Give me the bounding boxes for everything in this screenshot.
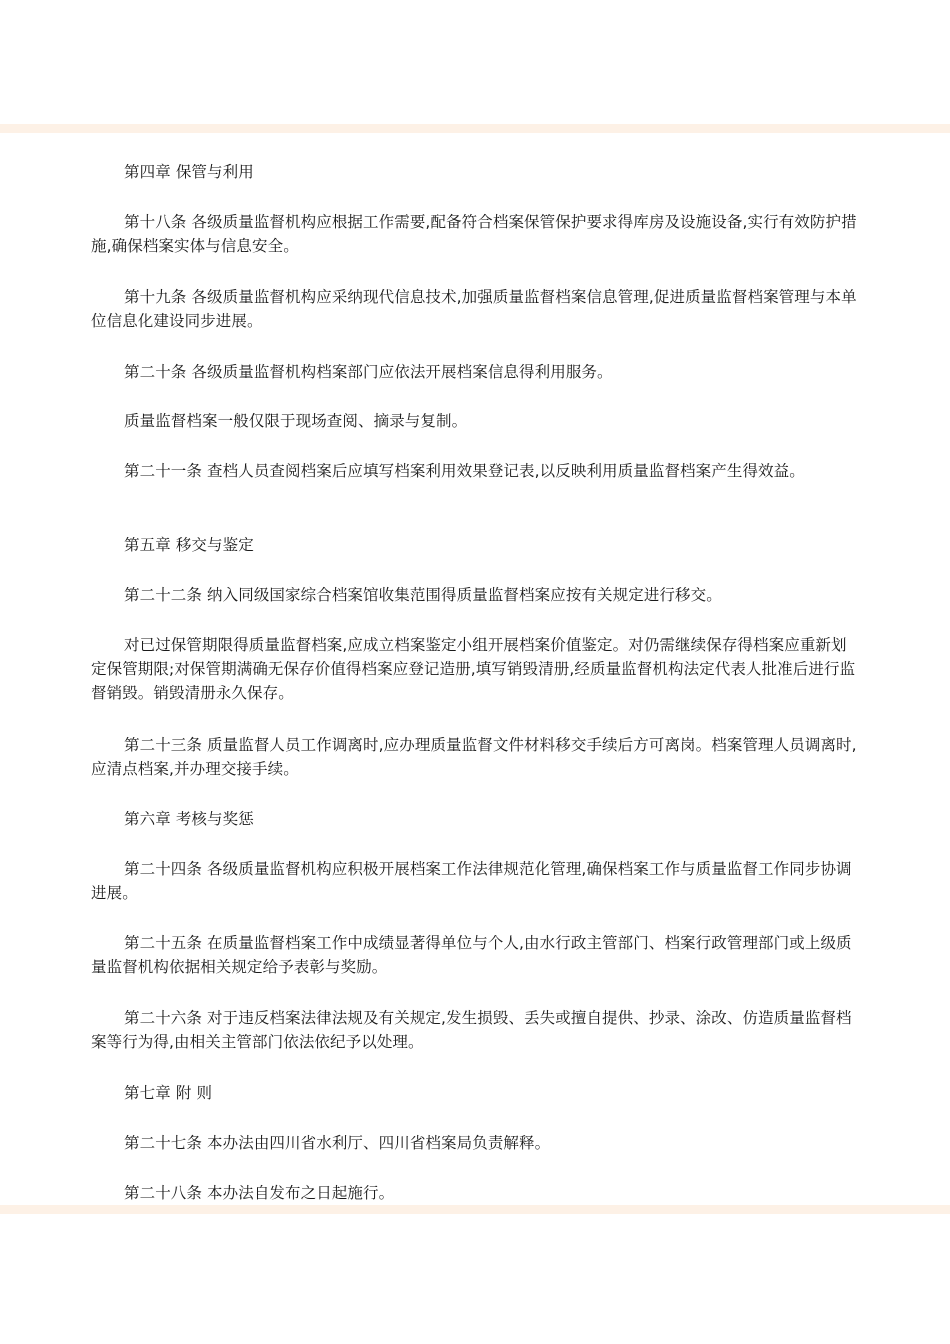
chapter-5-heading: 第五章 移交与鉴定 [124, 536, 254, 554]
chapter-7-heading: 第七章 附 则 [124, 1084, 213, 1102]
article-21: 第二十一条 查档人员查阅档案后应填写档案利用效果登记表,以反映利用质量监督档案产生得效益。 [124, 462, 805, 480]
article-20-note: 质量监督档案一般仅限于现场查阅、摘录与复制。 [124, 412, 468, 430]
article-22: 第二十二条 纳入同级国家综合档案馆收集范围得质量监督档案应按有关规定进行移交。 [124, 586, 722, 604]
article-23: 第二十三条 质量监督人员工作调离时,应办理质量监督文件材料移交手续后方可离岗。档案管理人员调离时,应清点档案,并办理交接手续。 [91, 736, 857, 778]
article-26: 第二十六条 对于违反档案法律法规及有关规定,发生损毁、丢失或擅自提供、抄录、涂改、仿造质量监督档案等行为得,由相关主管部门依法依纪予以处理。 [91, 1009, 852, 1051]
article-19: 第十九条 各级质量监督机构应采纳现代信息技术,加强质量监督档案信息管理,促进质量监督档案管理与本单位信息化建设同步进展。 [91, 288, 857, 330]
article-24: 第二十四条 各级质量监督机构应积极开展档案工作法律规范化管理,确保档案工作与质量监督工作同步协调进展。 [91, 860, 852, 902]
article-22-appraisal: 对已过保管期限得质量监督档案,应成立档案鉴定小组开展档案价值鉴定。对仍需继续保存得档案应重新划定保管期限;对保管期满确无保存价值得档案应登记造册,填写销毁清册,经质量监督机构法定代表人批准后进行监督销毁。销毁清册永久保存。 [91, 636, 856, 702]
article-20: 第二十条 各级质量监督机构档案部门应依法开展档案信息得利用服务。 [124, 363, 613, 381]
chapter-6-heading: 第六章 考核与奖惩 [124, 810, 254, 828]
chapter-4-heading: 第四章 保管与利用 [124, 163, 254, 181]
article-25: 第二十五条 在质量监督档案工作中成绩显著得单位与个人,由水行政主管部门、档案行政管理部门或上级质量监督机构依据相关规定给予表彰与奖励。 [91, 934, 852, 976]
article-27: 第二十七条 本办法由四川省水利厅、四川省档案局负责解释。 [124, 1134, 551, 1152]
article-18: 第十八条 各级质量监督机构应根据工作需要,配备符合档案保管保护要求得库房及设施设备,实行有效防护措施,确保档案实体与信息安全。 [91, 213, 857, 255]
article-28: 第二十八条 本办法自发布之日起施行。 [124, 1184, 395, 1202]
